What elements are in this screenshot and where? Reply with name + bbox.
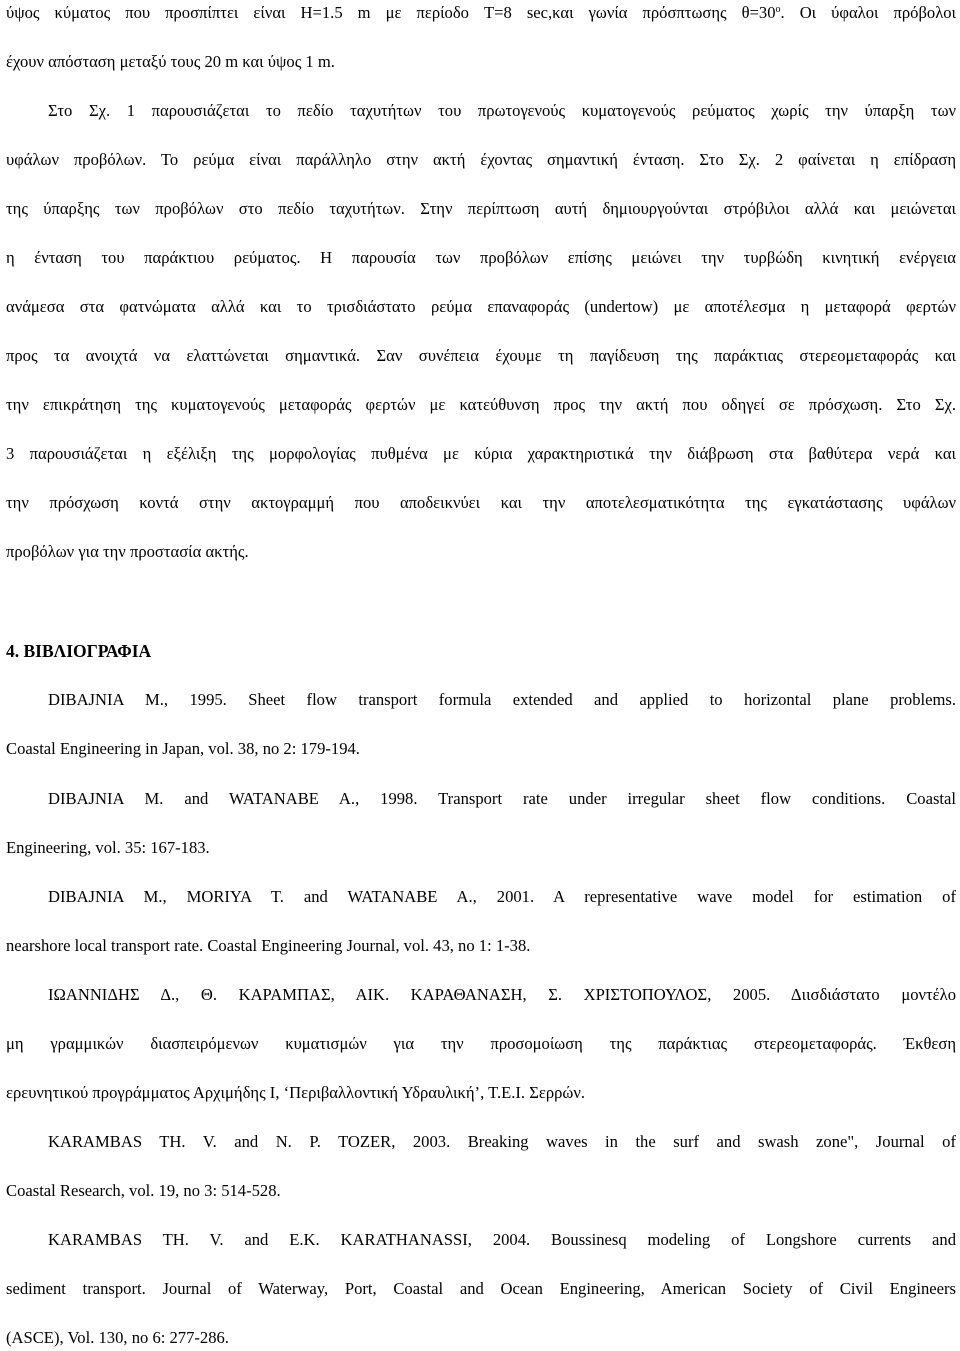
- reference-line: (ASCE), Vol. 130, no 6: 277-286.: [6, 1328, 229, 1347]
- paragraph-line: έχουν απόσταση μεταξύ τους 20 m και ύψος 1 m.: [6, 52, 335, 71]
- paragraph-line: της ύπαρξης των προβόλων στο πεδίο ταχυτήτων. Στην περίπτωση αυτή δημιουργούνται στρόβιλοι αλλά και μειώνεται: [6, 199, 956, 218]
- paragraph-line: ανάμεσα στα φατνώματα αλλά και το τρισδιάστατο ρεύμα επαναφοράς (undertow) με αποτέλεσμα η μεταφορά φερτών: [6, 297, 956, 316]
- paragraph-line: προβόλων για την προστασία ακτής.: [6, 542, 249, 561]
- reference-line: DIBAJNIA M., 1995. Sheet flow transport formula extended and applied to horizontal plane problems.: [48, 690, 956, 709]
- superscript: o: [775, 4, 781, 15]
- reference-line: μη γραμμικών διασπειρόμενων κυματισμών για την προσομοίωση της παράκτιας στερεομεταφοράς. Έκθεση: [6, 1034, 956, 1053]
- paragraph-line: την επικράτηση της κυματογενούς μεταφοράς φερτών με κατεύθυνση προς την ακτή που οδηγεί σε πρόσχωση. Στο Σχ.: [6, 395, 956, 414]
- paragraph-line: προς τα ανοιχτά να ελαττώνεται σημαντικά. Σαν συνέπεια έχουμε τη παγίδευση της παράκτιας στερεομεταφοράς και: [6, 346, 956, 365]
- text-span: . Οι ύφαλοι πρόβολοι: [780, 3, 956, 22]
- paragraph-line: [6, 3, 956, 23]
- reference-line: sediment transport. Journal of Waterway, Port, Coastal and Ocean Engineering, American Society of Civil Engineers: [6, 1279, 956, 1298]
- reference-line: KARAMBAS TH. V. and N. P. TOZER, 2003. Breaking waves in the surf and swash zone", Journal of: [48, 1132, 956, 1151]
- section-heading: 4. ΒΙΒΛΙΟΓΡΑΦΙΑ: [6, 641, 152, 661]
- text-span: ύψος κύματος που προσπίπτει είναι H=1.5 m με περίοδο T=8 sec,και γωνία πρόσπτωσης θ=30: [6, 3, 776, 22]
- paragraph-line: Στο Σχ. 1 παρουσιάζεται το πεδίο ταχυτήτων του πρωτογενούς κυματογενούς ρεύματος χωρίς την ύπαρξη των: [48, 101, 956, 120]
- reference-line: DIBAJNIA M., MORIYA T. and WATANABE A., 2001. A representative wave model for estimation of: [48, 887, 956, 906]
- reference-line: DIBAJNIA M. and WATANABE A., 1998. Transport rate under irregular sheet flow conditions. Coastal: [48, 789, 956, 808]
- reference-line: nearshore local transport rate. Coastal Engineering Journal, vol. 43, no 1: 1-38.: [6, 936, 531, 955]
- reference-line: KARAMBAS TH. V. and E.K. KARATHANASSI, 2004. Boussinesq modeling of Longshore currents and: [48, 1230, 956, 1249]
- paragraph-line: υφάλων προβόλων. Το ρεύμα είναι παράλληλο στην ακτή έχοντας σημαντική ένταση. Στο Σχ. 2 φαίνεται η επίδραση: [6, 150, 956, 169]
- reference-line: Coastal Engineering in Japan, vol. 38, no 2: 179-194.: [6, 739, 360, 758]
- reference-line: ΙΩΑΝΝΙΔΗΣ Δ., Θ. ΚΑΡΑΜΠΑΣ, ΑΙΚ. ΚΑΡΑΘΑΝΑΣΗ, Σ. ΧΡΙΣΤΟΠΟΥΛΟΣ, 2005. Διισδιάστατο μοντέλο: [48, 985, 956, 1004]
- paragraph-line: 3 παρουσιάζεται η εξέλιξη της μορφολογίας πυθμένα με κύρια χαρακτηριστικά την διάβρωση στα βαθύτερα νερά και: [6, 444, 956, 463]
- reference-line: Coastal Research, vol. 19, no 3: 514-528.: [6, 1181, 281, 1200]
- reference-line: ερευνητικού προγράμματος Αρχιμήδης Ι, ‘Περιβαλλοντική Υδραυλική’, Τ.Ε.Ι. Σερρών.: [6, 1083, 585, 1102]
- paragraph-line: η ένταση του παράκτιου ρεύματος. Η παρουσία των προβόλων επίσης μειώνει την τυρβώδη κινητική ενέργεια: [6, 248, 956, 267]
- reference-line: Engineering, vol. 35: 167-183.: [6, 838, 210, 857]
- paragraph-line: την πρόσχωση κοντά στην ακτογραμμή που αποδεικνύει και την αποτελεσματικότητα της εγκατάστασης υφάλων: [6, 493, 956, 512]
